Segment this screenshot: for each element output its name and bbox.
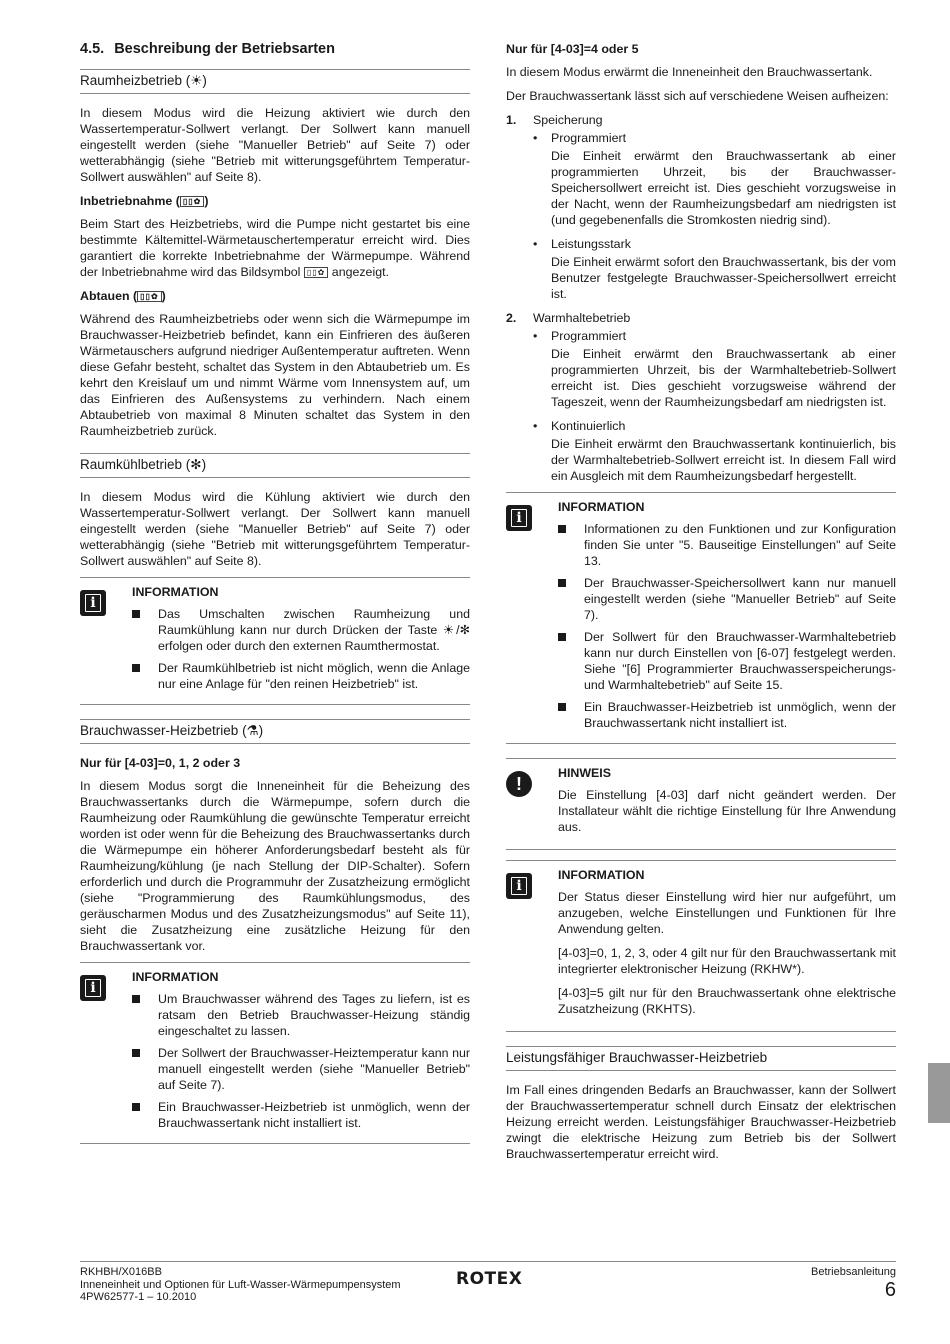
- leistung-heading: Leistungsfähiger Brauchwasser-Heizbetrieb: [506, 1046, 896, 1071]
- right-subheading: Nur für [4-03]=4 oder 5: [506, 42, 639, 56]
- right-info-box-2: [506, 860, 896, 1032]
- leistung-paragraph: Im Fall eines dringenden Bedarfs an Brauchwasser, kann der Sollwert der Brauchwassertemperatur schnell durch Einsatz der elektrischen Heizung erreicht werden. Leistungsfähiger Brauchwasser-Heizbetrieb zwingt die elektrische Heizung zum Betrieb bis der Sollwert Brauchwassertemperatur erreicht wird.: [506, 1083, 896, 1161]
- list-item: • Kontinuierlich: [533, 419, 626, 433]
- startup-symbol-icon: ▯▯✿: [304, 267, 329, 278]
- footer-right: [811, 1266, 896, 1301]
- startup-symbol-icon: ▯▯✿: [180, 196, 205, 207]
- left-column: [80, 38, 470, 1152]
- list-item: Um Brauchwasser während des Tages zu liefern, ist es ratsam den Betrieb Brauchwasser-Heizung ständig eingeschaltet zu lassen.: [132, 991, 470, 1039]
- footer-model: RKHBH/X016BB: [80, 1266, 162, 1278]
- raumkuehl-info-box: [80, 577, 470, 705]
- hinweis-title: HINWEIS: [558, 766, 612, 780]
- bullet-square-icon: [132, 995, 140, 1003]
- list-item: Der Raumkühlbetrieb ist nicht möglich, wenn die Anlage nur eine Anlage für "den reinen Heizbetrieb" ist.: [132, 660, 470, 692]
- footer-description: Inneneinheit und Optionen für Luft-Wasser-Wärmepumpensystem: [80, 1278, 401, 1291]
- brauch-info-box: [80, 962, 470, 1144]
- inbetriebnahme-heading: Inbetriebnahme ( ▯▯✿ ): [80, 194, 209, 208]
- brauch-subheading: Nur für [4-03]=0, 1, 2 oder 3: [80, 756, 241, 770]
- list-item: Ein Brauchwasser-Heizbetrieb ist unmöglich, wenn der Brauchwassertank nicht installiert ist.: [132, 1099, 470, 1131]
- info-title: INFORMATION: [132, 970, 219, 984]
- bullet-square-icon: [558, 579, 566, 587]
- bullet-square-icon: [132, 1049, 140, 1057]
- page-number: 6: [884, 1278, 896, 1301]
- footer-code: 4PW62577-1 – 10.2010: [80, 1291, 197, 1303]
- inbetriebnahme-paragraph: Beim Start des Heizbetriebs, wird die Pumpe nicht gestartet bis eine bestimmte Kältemittel-Wärmetauschertemperatur erreicht wird. Dies garantiert die korrekte Inbetriebnahme der Wärmepumpe. Während der Inbetriebnahme wird das Bildsymbol ▯▯✿ angezeigt.: [80, 217, 470, 279]
- info-icon: i: [506, 873, 532, 899]
- info-title: INFORMATION: [558, 868, 645, 882]
- list-item: • Leistungsstark: [533, 237, 631, 251]
- info-paragraph: Der Status dieser Einstellung wird hier nur aufgeführt, um anzugeben, welche Einstellungen und Funktionen für Ihre Anwendung gelten.: [558, 890, 896, 936]
- info-title: INFORMATION: [558, 500, 645, 514]
- list-item: Der Sollwert für den Brauchwasser-Warmhaltebetrieb kann nur durch Einstellen von [6-07] festgelegt werden. Siehe "[6] Programmierter Brauchwasserspeicherungs- und Warmhaltebetrieb" auf Seite 15.: [558, 629, 896, 693]
- bullet-square-icon: [558, 525, 566, 533]
- list-item: • Programmiert: [533, 329, 627, 343]
- info-icon: i: [506, 505, 532, 531]
- bullet-square-icon: [132, 1103, 140, 1111]
- section-tab-marker: [928, 1063, 950, 1123]
- footer-left: [80, 1266, 401, 1304]
- info-paragraph: [4-03]=0, 1, 2, 3, oder 4 gilt nur für den Brauchwassertank mit integrierter elektronischer Heizung (RKHW*).: [558, 946, 896, 976]
- hinweis-box: [506, 758, 896, 850]
- bullet-square-icon: [132, 664, 140, 672]
- abtauen-heading: Abtauen ( ▯▯✿ ): [80, 289, 166, 303]
- info-paragraph: [4-03]=5 gilt nur für den Brauchwassertank ohne elektrische Zusatzheizung (RKHTS).: [558, 986, 896, 1016]
- section-heading: [80, 41, 470, 57]
- list-item: • Programmiert: [533, 131, 627, 145]
- right-info-box-1: [506, 492, 896, 744]
- info-icon: i: [80, 975, 106, 1001]
- list-item-description: Die Einheit erwärmt sofort den Brauchwassertank, bis der vom Benutzer festgelegte Brauchwasser-Speichersollwert erreicht ist.: [551, 255, 896, 301]
- abtauen-paragraph: Während des Raumheizbetriebs oder wenn sich die Wärmepumpe im Brauchwasser-Heizbetrieb befindet, kann ein Einfrieren des äußeren Wärmetauschers aufgrund niedriger Außentemperatur auftreten. Wenn diese Gefahr besteht, schaltet das System in den Abtaubetrieb um. Es kehrt den Kreislauf um und nimmt Wärme vom Innensystem auf, um das Einfrieren des Außensystems zu verhindern. Nach einem Abtaubetrieb von maximal 8 Minuten schaltet das System in den Raumheizbetrieb zurück.: [80, 312, 470, 438]
- list-item: Das Umschalten zwischen Raumheizung und Raumkühlung kann nur durch Drücken der Taste ☀/✻ erfolgen oder durch den externen Raumthermostat.: [132, 606, 470, 654]
- rotex-logo: ROTEX: [456, 1269, 523, 1289]
- bullet-square-icon: [132, 610, 140, 618]
- right-paragraph-1: In diesem Modus erwärmt die Inneneinheit den Brauchwassertank.: [506, 65, 873, 79]
- list-item-description: Die Einheit erwärmt den Brauchwassertank ab einer programmierten Uhrzeit, bis der Warmhaltebetrieb-Sollwert erreicht ist. Dies geschieht vorzugsweise während der Tageszeit, wenn der Raumheizungsbedarf am niedrigsten ist.: [551, 347, 896, 409]
- raumkuehl-paragraph: In diesem Modus wird die Kühlung aktiviert wie durch den Wassertemperatur-Sollwert verlangt. Der Sollwert kann manuell eingestellt werden (siehe "Manueller Betrieb" auf Seite 7) oder wetterabhängig (siehe "Betrieb mit witterungsgeführtem Temperatur-Sollwert auswählen" auf Seite 8).: [80, 490, 470, 568]
- info-title: INFORMATION: [132, 585, 219, 599]
- raumheiz-paragraph: In diesem Modus wird die Heizung aktiviert wie durch den Wassertemperatur-Sollwert verlangt. Der Sollwert kann manuell eingestellt werden (siehe "Manueller Betrieb" auf Seite 7) oder wetterabhängig (siehe "Betrieb mit witterungsgeführtem Temperatur-Sollwert auswählen" auf Seite 8).: [80, 106, 470, 184]
- list-item: Ein Brauchwasser-Heizbetrieb ist unmöglich, wenn der Brauchwassertank nicht installiert ist.: [558, 699, 896, 731]
- warning-icon: !: [506, 771, 532, 797]
- brauch-paragraph: In diesem Modus sorgt die Inneneinheit für die Beheizung des Brauchwassertanks durch die Wärmepumpe, sofern durch die Raumheizung oder Raumkühlung die gewünschte Temperatur erreicht worden ist oder wenn für die Beheizung des Brauchwassertanks durch die Wärmepumpe ein höherer Anforderungsbedarf besteht als für Raumheizung/kühlung (je nach Stellung der DIP-Schalter). Sofern erforderlich und durch die Programmuhr der Zusatzheizung ermöglicht (siehe "Programmierung des Raumkühlungsmodus, des geräuscharmen Modus und des Zusatzheizungsmodus" auf Seite 11), sieht die Zusatzheizung eine zusätzliche Heizung für den Brauchwassertank vor.: [80, 779, 470, 953]
- section-number: 4.5.: [80, 41, 105, 57]
- list-item: Der Brauchwasser-Speichersollwert kann nur manuell eingestellt werden (siehe "Manueller Betrieb" auf Seite 7).: [558, 575, 896, 623]
- bullet-square-icon: [558, 633, 566, 641]
- footer-doc-title: Betriebsanleitung: [810, 1266, 896, 1278]
- right-paragraph-2: Der Brauchwassertank lässt sich auf verschiedene Weisen aufheizen:: [506, 89, 889, 103]
- list-item-description: Die Einheit erwärmt den Brauchwassertank kontinuierlich, bis der Warmhaltebetrieb-Sollwert erreicht ist. In diesem Fall wird ein Ausgleich mit dem Raumheizungsbedarf hergestellt.: [551, 437, 896, 483]
- raumheiz-heading: Raumheizbetrieb (☀): [80, 69, 470, 94]
- list-item-description: Die Einheit erwärmt den Brauchwassertank ab einer programmierten Uhrzeit, bis der Brauchwasser-Speichersollwert erreicht ist. Dies geschieht vorzugsweise in der Nacht, wenn der Raumheizungsbedarf am niedrigsten ist (und gegebenenfalls die Stromkosten niedrig sind).: [551, 149, 896, 227]
- raumkuehl-heading: Raumkühlbetrieb (✻): [80, 453, 470, 478]
- bullet-square-icon: [558, 703, 566, 711]
- right-column: [506, 38, 896, 1170]
- section-title: Beschreibung der Betriebsarten: [114, 41, 335, 57]
- defrost-symbol-icon: ▯▯✿: [137, 291, 162, 302]
- brauch-heading: Brauchwasser-Heizbetrieb (⚗): [80, 719, 470, 744]
- list-item: 1. Speicherung: [506, 113, 603, 127]
- list-item: Der Sollwert der Brauchwasser-Heiztemperatur kann nur manuell eingestellt werden (siehe "Manueller Betrieb" auf Seite 7).: [132, 1045, 470, 1093]
- list-item: 2. Warmhaltebetrieb: [506, 311, 631, 325]
- hinweis-text: Die Einstellung [4-03] darf nicht geändert werden. Der Installateur wählt die richtige Einstellung für Ihre Anwendung aus.: [558, 788, 896, 834]
- info-icon: i: [80, 590, 106, 616]
- list-item: Informationen zu den Funktionen und zur Konfiguration finden Sie unter "5. Bauseitige Einstellungen" auf Seite 13.: [558, 521, 896, 569]
